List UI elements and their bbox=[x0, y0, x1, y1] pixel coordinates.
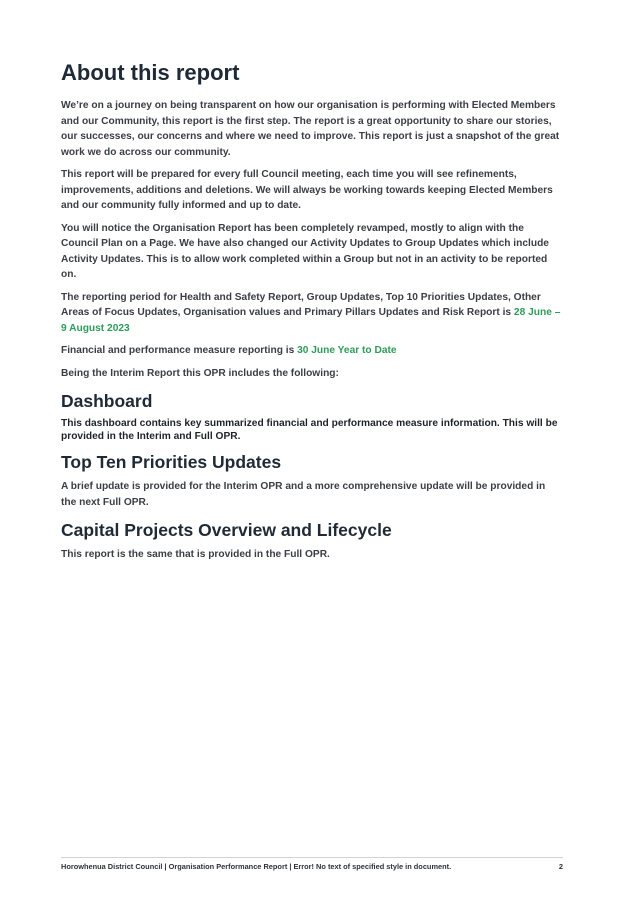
reporting-period-dates: 28 June – 9 August 2023 bbox=[61, 307, 561, 334]
dashboard-body: This dashboard contains key summarized financial and performance measure information. This will be provided in the Interim and Full OPR. bbox=[61, 418, 558, 442]
page-number: 2 bbox=[558, 862, 563, 871]
interim-includes-paragraph: Being the Interim Report this OPR includes the following: bbox=[61, 367, 339, 379]
page-footer bbox=[61, 857, 563, 871]
footer-text: Horowhenua District Council | Organisation Performance Report | Error! No text of specified style in document. bbox=[61, 862, 452, 871]
intro-paragraph-1: We’re on a journey on being transparent on how our organisation is performing with Elected Members and our Community, this report is the first step. The report is a great opportunity to share our stories, our successes, our concerns and where we need to improve. This report is just a snapshot of the great work we do across our community. bbox=[61, 100, 560, 158]
reporting-period-text: The reporting period for Health and Safety Report, Group Updates, Top 10 Priorities Updates, Other Areas of Focus Updates, Organisation values and Primary Pillars Updates and Risk Report is bbox=[61, 291, 541, 318]
financial-reporting-paragraph bbox=[61, 343, 563, 359]
intro-paragraph-2: This report will be prepared for every full Council meeting, each time you will see refinements, improvements, additions and deletions. We will always be working towards keeping Elected Members and our community fully informed and up to date. bbox=[61, 169, 553, 211]
reporting-period-paragraph bbox=[61, 290, 563, 337]
dashboard-heading: Dashboard bbox=[61, 391, 153, 411]
financial-reporting-text: Financial and performance measure reporting is bbox=[61, 345, 298, 356]
financial-reporting-period: 30 June Year to Date bbox=[297, 345, 397, 356]
capital-projects-body: This report is the same that is provided in the Full OPR. bbox=[61, 549, 330, 560]
page-title: About this report bbox=[61, 60, 240, 85]
capital-projects-heading: Capital Projects Overview and Lifecycle bbox=[61, 520, 392, 540]
top-ten-body: A brief update is provided for the Interim OPR and a more comprehensive update will be provided in the next Full OPR. bbox=[61, 481, 546, 508]
top-ten-heading: Top Ten Priorities Updates bbox=[61, 452, 282, 472]
report-content bbox=[61, 60, 563, 570]
intro-paragraph-3: You will notice the Organisation Report has been completely revamped, mostly to align with the Council Plan on a Page. We have also changed our Activity Updates to Group Updates which include Activity Updates. This is to allow work completed within a Group but not in an activity to be reported on. bbox=[61, 222, 549, 280]
